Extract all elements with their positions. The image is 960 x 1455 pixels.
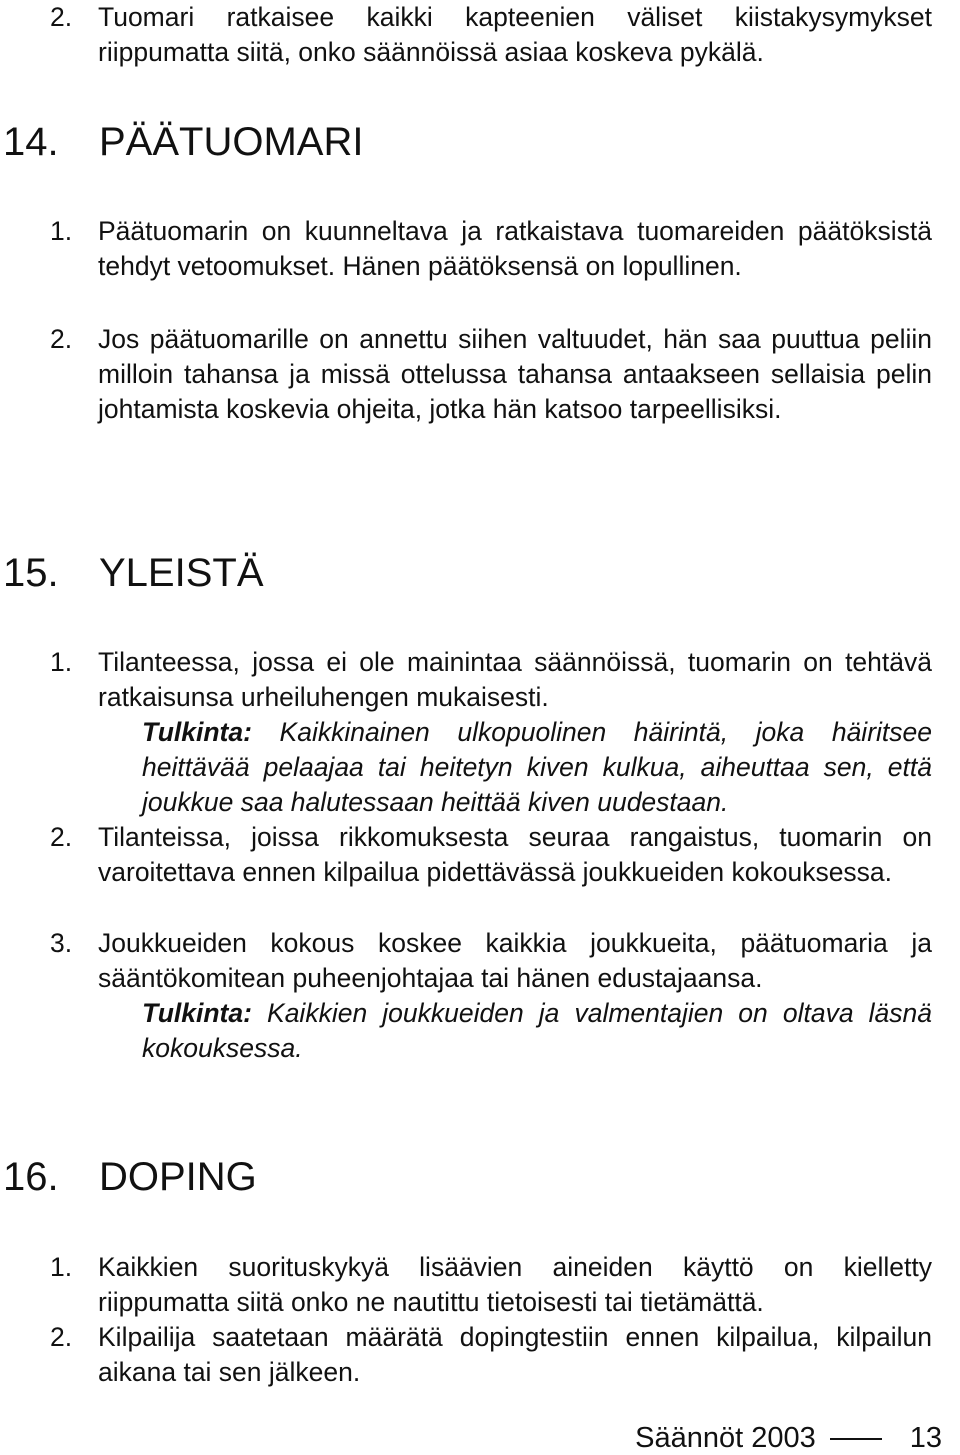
interpretation-label: Tulkinta: bbox=[142, 717, 252, 747]
item-number: 1. bbox=[50, 647, 73, 677]
page-footer bbox=[635, 1421, 942, 1455]
footer-dash bbox=[830, 1438, 882, 1440]
item-text: Kaikkien suorituskykyä lisäävien aineiden käyttö on kielletty riippumatta siitä onko ne nautittu tietoisesti tai tietämättä. bbox=[98, 1252, 932, 1317]
section-title: PÄÄTUOMARI bbox=[99, 120, 364, 164]
section-number: 16. bbox=[3, 1155, 59, 1199]
section-number: 14. bbox=[3, 120, 59, 164]
item-number: 2. bbox=[50, 2, 73, 32]
item-number: 2. bbox=[50, 1322, 73, 1352]
interpretation-text: Kaikkien joukkueiden ja valmentajien on oltava läsnä kokouksessa. bbox=[142, 998, 932, 1063]
item-text: Tilanteessa, jossa ei ole mainintaa säännöissä, tuomarin on tehtävä ratkaisunsa urheiluhengen mukaisesti. bbox=[98, 647, 932, 712]
section-title: DOPING bbox=[99, 1155, 257, 1199]
rule-13-item-2 bbox=[50, 0, 932, 70]
interpretation-label: Tulkinta: bbox=[142, 998, 252, 1028]
section-heading-16 bbox=[3, 1155, 257, 1199]
item-number: 2. bbox=[50, 822, 73, 852]
interpretation-note bbox=[142, 996, 932, 1066]
footer-title: Säännöt 2003 bbox=[635, 1422, 816, 1454]
section-number: 15. bbox=[3, 551, 59, 595]
rule-15-item-2 bbox=[50, 820, 932, 890]
section-heading-14 bbox=[3, 120, 363, 164]
rule-15-item-1 bbox=[50, 645, 932, 820]
item-number: 1. bbox=[50, 216, 73, 246]
section-heading-15 bbox=[3, 551, 264, 595]
rule-16-item-1 bbox=[50, 1250, 932, 1320]
interpretation-text: Kaikkinainen ulkopuolinen häirintä, joka häiritsee heittävää pelaajaa tai heitetyn kiven kulkua, aiheuttaa sen, että joukkue saa halutessaan heittää kiven uudestaan. bbox=[142, 717, 932, 817]
interpretation-note bbox=[142, 715, 932, 820]
item-text: Joukkueiden kokous koskee kaikkia joukkueita, päätuomaria ja sääntökomitean puheenjohtajaa tai hänen edustajaansa. bbox=[98, 928, 932, 993]
item-number: 2. bbox=[50, 324, 73, 354]
item-text: Jos päätuomarille on annettu siihen valtuudet, hän saa puuttua peliin milloin tahansa ja missä ottelussa tahansa antaakseen sellaisia pelin johtamista koskevia ohjeita, jotka hän katsoo tarpeellisiksi. bbox=[98, 324, 932, 424]
item-text: Kilpailija saatetaan määrätä dopingtestiin ennen kilpailua, kilpailun aikana tai sen jälkeen. bbox=[98, 1322, 932, 1387]
page-number: 13 bbox=[909, 1422, 942, 1454]
section-title: YLEISTÄ bbox=[99, 551, 264, 595]
rule-14-item-1 bbox=[50, 214, 932, 284]
rule-14-item-2 bbox=[50, 322, 932, 427]
item-text: Päätuomarin on kuunneltava ja ratkaistava tuomareiden päätöksistä tehdyt vetoomukset. Hänen päätöksensä on lopullinen. bbox=[98, 216, 932, 281]
item-text: Tilanteissa, joissa rikkomuksesta seuraa rangaistus, tuomarin on varoitettava ennen kilpailua pidettävässä joukkueiden kokouksessa. bbox=[98, 822, 932, 887]
rule-15-item-3 bbox=[50, 926, 932, 1066]
item-text: Tuomari ratkaisee kaikki kapteenien väliset kiistakysymykset riippumatta siitä, onko säännöissä asiaa koskeva pykälä. bbox=[98, 2, 932, 67]
rule-16-item-2 bbox=[50, 1320, 932, 1390]
item-number: 1. bbox=[50, 1252, 73, 1282]
item-number: 3. bbox=[50, 928, 73, 958]
